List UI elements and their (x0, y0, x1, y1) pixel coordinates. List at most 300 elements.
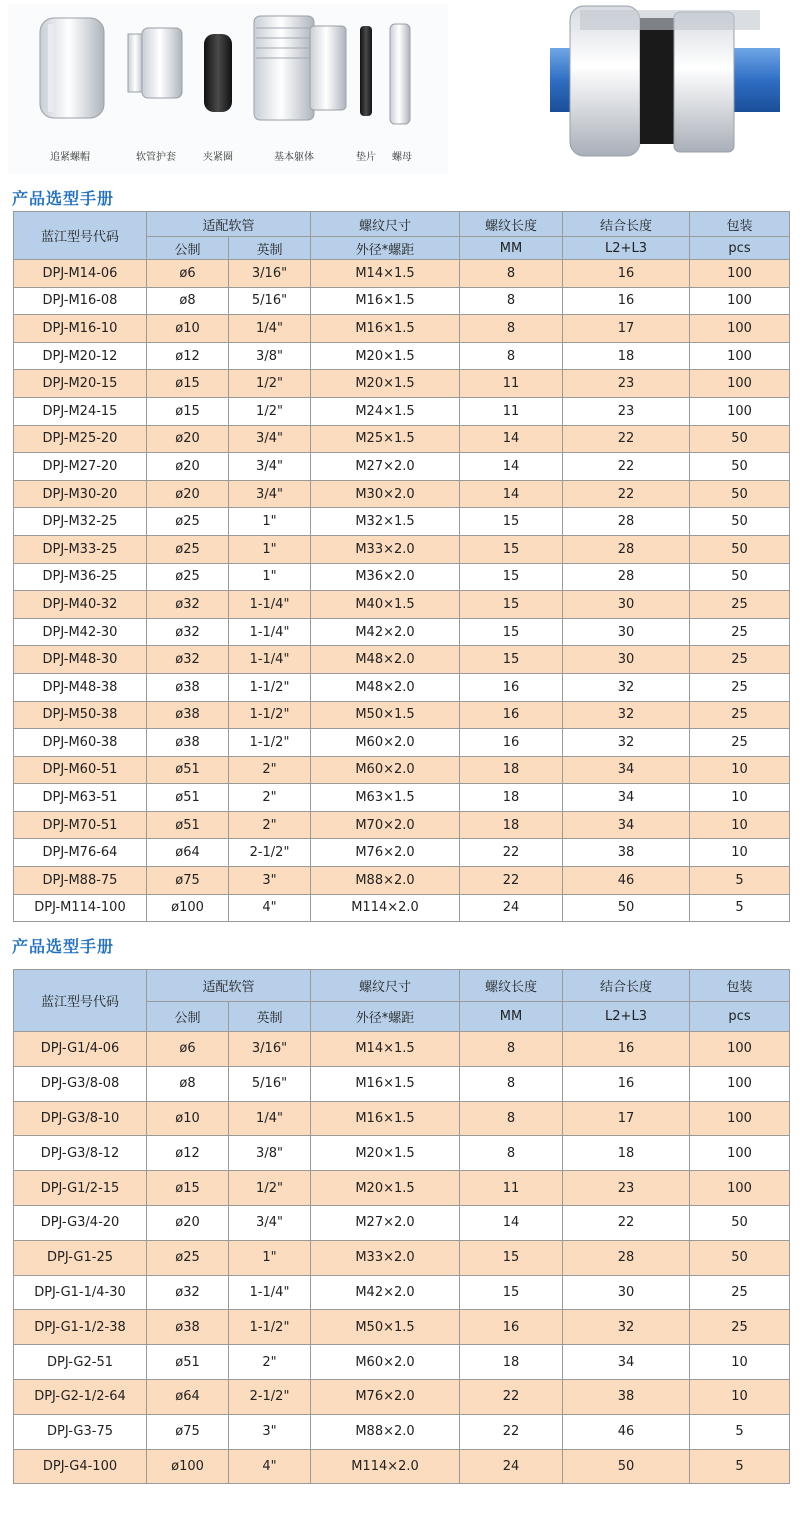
cell-thread: M88×2.0 (311, 1414, 460, 1449)
col-pack: 包装 (690, 970, 790, 1002)
cell-hose-imperial: 1/2" (229, 397, 311, 425)
cell-combined-length: 30 (563, 591, 690, 619)
table-row (14, 1275, 790, 1310)
cell-thread-length: 11 (460, 397, 563, 425)
cell-thread-length: 22 (460, 1379, 563, 1414)
cell-model: DPJ-G1/2-15 (14, 1171, 147, 1206)
cell-thread: M114×2.0 (311, 1449, 460, 1484)
cell-thread: M60×2.0 (311, 756, 460, 784)
table-row (14, 1066, 790, 1101)
cell-hose-imperial: 4" (229, 894, 311, 922)
cell-hose-imperial: 5/16" (229, 1066, 311, 1101)
cell-thread: M48×2.0 (311, 646, 460, 674)
table-row (14, 756, 790, 784)
cell-thread-length: 16 (460, 673, 563, 701)
cell-hose-imperial: 2-1/2" (229, 839, 311, 867)
table-row (14, 1414, 790, 1449)
cell-hose-imperial: 1" (229, 563, 311, 591)
cell-pack: 25 (690, 673, 790, 701)
cell-pack: 25 (690, 1310, 790, 1345)
cell-thread-length: 22 (460, 867, 563, 895)
cell-pack: 50 (690, 425, 790, 453)
cell-model: DPJ-M20-12 (14, 342, 147, 370)
cell-combined-length: 34 (563, 756, 690, 784)
cell-hose-metric: ø25 (147, 508, 229, 536)
cell-pack: 50 (690, 453, 790, 481)
cell-hose-metric: ø100 (147, 894, 229, 922)
col-hose: 适配软管 (147, 970, 311, 1002)
cell-thread-length: 14 (460, 425, 563, 453)
cell-combined-length: 23 (563, 1171, 690, 1206)
col-thread-length-sub: MM (460, 237, 563, 260)
cell-thread-length: 24 (460, 1449, 563, 1484)
cell-pack: 25 (690, 646, 790, 674)
nut-icon (390, 24, 410, 124)
cell-hose-metric: ø38 (147, 729, 229, 757)
table-row (14, 701, 790, 729)
cell-pack: 10 (690, 756, 790, 784)
cell-thread: M25×1.5 (311, 425, 460, 453)
cell-hose-metric: ø8 (147, 287, 229, 315)
cell-thread-length: 15 (460, 618, 563, 646)
cell-thread: M42×2.0 (311, 618, 460, 646)
cell-thread: M60×2.0 (311, 729, 460, 757)
cell-model: DPJ-M16-10 (14, 315, 147, 343)
table-row (14, 646, 790, 674)
cell-combined-length: 30 (563, 618, 690, 646)
cell-hose-metric: ø100 (147, 1449, 229, 1484)
cell-hose-imperial: 1-1/2" (229, 673, 311, 701)
lock-nut-icon (40, 18, 104, 118)
cell-thread-length: 18 (460, 784, 563, 812)
part-label-hose-sleeve: 软管护套 (136, 152, 176, 163)
cell-hose-imperial: 3" (229, 1414, 311, 1449)
cell-hose-metric: ø12 (147, 342, 229, 370)
cell-pack: 5 (690, 867, 790, 895)
cell-hose-metric: ø20 (147, 480, 229, 508)
table-row (14, 1310, 790, 1345)
cell-hose-imperial: 3/16" (229, 260, 311, 288)
cell-thread-length: 8 (460, 342, 563, 370)
cell-thread: M88×2.0 (311, 867, 460, 895)
table-row (14, 1032, 790, 1067)
cell-combined-length: 22 (563, 1205, 690, 1240)
col-pack-sub: pcs (690, 1002, 790, 1032)
cell-hose-imperial: 3" (229, 867, 311, 895)
cell-hose-metric: ø51 (147, 1345, 229, 1380)
cell-thread-length: 8 (460, 1066, 563, 1101)
cell-thread-length: 16 (460, 729, 563, 757)
cell-model: DPJ-M27-20 (14, 453, 147, 481)
cell-hose-imperial: 2" (229, 756, 311, 784)
cell-thread: M60×2.0 (311, 1345, 460, 1380)
cell-hose-metric: ø51 (147, 811, 229, 839)
cell-thread: M16×1.5 (311, 287, 460, 315)
cell-thread-length: 8 (460, 315, 563, 343)
cell-model: DPJ-G3/8-10 (14, 1101, 147, 1136)
cell-combined-length: 38 (563, 1379, 690, 1414)
cell-hose-metric: ø75 (147, 867, 229, 895)
cell-hose-metric: ø38 (147, 673, 229, 701)
cell-thread: M70×2.0 (311, 811, 460, 839)
exploded-parts-view (8, 4, 448, 174)
cell-thread: M14×1.5 (311, 260, 460, 288)
cell-model: DPJ-M63-51 (14, 784, 147, 812)
cell-thread-length: 8 (460, 1101, 563, 1136)
table-row (14, 397, 790, 425)
cell-hose-imperial: 1/4" (229, 315, 311, 343)
cell-model: DPJ-G3/8-12 (14, 1136, 147, 1171)
col-hose-metric: 公制 (147, 237, 229, 260)
cell-thread: M114×2.0 (311, 894, 460, 922)
part-label-fitting-body: 基本躯体 (274, 152, 314, 163)
table-row (14, 1240, 790, 1275)
table-row (14, 591, 790, 619)
col-combined-length: 结合长度 (563, 212, 690, 237)
table-row (14, 1101, 790, 1136)
cell-thread: M27×2.0 (311, 1205, 460, 1240)
cell-thread-length: 15 (460, 508, 563, 536)
cell-model: DPJ-M42-30 (14, 618, 147, 646)
cell-hose-metric: ø32 (147, 1275, 229, 1310)
cell-model: DPJ-G1/4-06 (14, 1032, 147, 1067)
cell-pack: 25 (690, 1275, 790, 1310)
cell-pack: 25 (690, 729, 790, 757)
cell-hose-imperial: 1/2" (229, 1171, 311, 1206)
cell-thread: M50×1.5 (311, 1310, 460, 1345)
col-thread-length: 螺纹长度 (460, 970, 563, 1002)
table-row (14, 453, 790, 481)
assembly-ring-icon (640, 18, 674, 144)
col-combined-length-sub: L2+L3 (563, 237, 690, 260)
cell-thread: M63×1.5 (311, 784, 460, 812)
cell-hose-imperial: 1-1/4" (229, 1275, 311, 1310)
table-row (14, 673, 790, 701)
cell-hose-metric: ø64 (147, 839, 229, 867)
cell-hose-metric: ø51 (147, 784, 229, 812)
cell-thread-length: 15 (460, 535, 563, 563)
cell-pack: 10 (690, 839, 790, 867)
product-hero (0, 0, 800, 178)
cell-model: DPJ-M60-51 (14, 756, 147, 784)
cell-thread-length: 22 (460, 1414, 563, 1449)
table-row (14, 425, 790, 453)
cell-model: DPJ-M70-51 (14, 811, 147, 839)
cell-hose-metric: ø25 (147, 535, 229, 563)
col-combined-length: 结合长度 (563, 970, 690, 1002)
cell-thread-length: 14 (460, 453, 563, 481)
cell-combined-length: 23 (563, 397, 690, 425)
cell-hose-imperial: 3/8" (229, 342, 311, 370)
col-thread: 螺纹尺寸 (311, 970, 460, 1002)
cell-thread-length: 24 (460, 894, 563, 922)
cell-model: DPJ-M48-38 (14, 673, 147, 701)
cell-thread-length: 16 (460, 701, 563, 729)
table-row (14, 480, 790, 508)
exploded-parts-illustration (8, 4, 448, 144)
cell-model: DPJ-M16-08 (14, 287, 147, 315)
cell-hose-metric: ø32 (147, 646, 229, 674)
cell-hose-metric: ø32 (147, 618, 229, 646)
cell-hose-metric: ø10 (147, 1101, 229, 1136)
cell-combined-length: 23 (563, 370, 690, 398)
cell-hose-imperial: 1-1/4" (229, 618, 311, 646)
cell-combined-length: 18 (563, 342, 690, 370)
cell-combined-length: 32 (563, 673, 690, 701)
cell-hose-metric: ø38 (147, 1310, 229, 1345)
cell-combined-length: 18 (563, 1136, 690, 1171)
cell-pack: 50 (690, 1205, 790, 1240)
cell-thread-length: 11 (460, 1171, 563, 1206)
cell-thread-length: 15 (460, 591, 563, 619)
cell-hose-metric: ø51 (147, 756, 229, 784)
cell-model: DPJ-G1-1/4-30 (14, 1275, 147, 1310)
cell-thread-length: 15 (460, 1240, 563, 1275)
table-row (14, 535, 790, 563)
cell-hose-imperial: 1-1/4" (229, 591, 311, 619)
cell-pack: 5 (690, 1414, 790, 1449)
cell-hose-imperial: 1-1/2" (229, 701, 311, 729)
cell-pack: 5 (690, 1449, 790, 1484)
cell-combined-length: 32 (563, 729, 690, 757)
col-pack: 包装 (690, 212, 790, 237)
cell-combined-length: 30 (563, 646, 690, 674)
cell-combined-length: 28 (563, 508, 690, 536)
cell-model: DPJ-G3/4-20 (14, 1205, 147, 1240)
cell-hose-imperial: 1" (229, 1240, 311, 1275)
cell-pack: 50 (690, 535, 790, 563)
cell-combined-length: 16 (563, 287, 690, 315)
cell-thread-length: 18 (460, 756, 563, 784)
cell-hose-metric: ø32 (147, 591, 229, 619)
cell-hose-metric: ø15 (147, 397, 229, 425)
cell-hose-metric: ø20 (147, 425, 229, 453)
table-row (14, 1379, 790, 1414)
cell-thread-length: 15 (460, 646, 563, 674)
cell-model: DPJ-M36-25 (14, 563, 147, 591)
assembly-illustration (530, 4, 780, 174)
table-row (14, 1345, 790, 1380)
cell-model: DPJ-G2-51 (14, 1345, 147, 1380)
cell-hose-imperial: 2" (229, 811, 311, 839)
cell-thread-length: 16 (460, 1310, 563, 1345)
table-row (14, 1136, 790, 1171)
cell-thread-length: 14 (460, 1205, 563, 1240)
cell-hose-metric: ø25 (147, 563, 229, 591)
col-thread-sub: 外径*螺距 (311, 1002, 460, 1032)
part-label-lock-nut: 追紧螺帽 (50, 152, 90, 163)
cell-thread-length: 8 (460, 1136, 563, 1171)
table-header-row (14, 970, 790, 1002)
cell-hose-metric: ø10 (147, 315, 229, 343)
table-row (14, 894, 790, 922)
cell-thread-length: 15 (460, 1275, 563, 1310)
clamp-ring-icon (204, 34, 232, 112)
cell-thread: M76×2.0 (311, 1379, 460, 1414)
cell-pack: 100 (690, 1032, 790, 1067)
col-hose-imperial: 英制 (229, 1002, 311, 1032)
cell-pack: 100 (690, 397, 790, 425)
table-row (14, 315, 790, 343)
table-row (14, 618, 790, 646)
table-row (14, 508, 790, 536)
cell-model: DPJ-M30-20 (14, 480, 147, 508)
cell-combined-length: 46 (563, 867, 690, 895)
fitting-body-icon (254, 16, 346, 120)
cell-hose-imperial: 3/8" (229, 1136, 311, 1171)
cell-hose-imperial: 1/2" (229, 370, 311, 398)
cell-hose-imperial: 3/4" (229, 453, 311, 481)
cell-combined-length: 32 (563, 701, 690, 729)
gasket-icon (360, 26, 372, 116)
spec-table-g-thread (13, 969, 790, 1484)
cell-model: DPJ-G1-1/2-38 (14, 1310, 147, 1345)
col-pack-sub: pcs (690, 237, 790, 260)
cell-hose-metric: ø75 (147, 1414, 229, 1449)
cell-pack: 25 (690, 701, 790, 729)
cell-hose-metric: ø64 (147, 1379, 229, 1414)
cell-hose-imperial: 2-1/2" (229, 1379, 311, 1414)
cell-combined-length: 22 (563, 425, 690, 453)
cell-thread: M20×1.5 (311, 1171, 460, 1206)
table-row (14, 342, 790, 370)
cell-thread: M27×2.0 (311, 453, 460, 481)
cell-model: DPJ-M60-38 (14, 729, 147, 757)
table-row (14, 370, 790, 398)
cell-combined-length: 50 (563, 1449, 690, 1484)
cell-combined-length: 16 (563, 1066, 690, 1101)
cell-thread: M42×2.0 (311, 1275, 460, 1310)
cell-thread: M20×1.5 (311, 1136, 460, 1171)
cell-pack: 100 (690, 1171, 790, 1206)
cell-thread: M16×1.5 (311, 1101, 460, 1136)
cell-thread: M50×1.5 (311, 701, 460, 729)
hose-sleeve-icon (128, 28, 182, 98)
cell-hose-imperial: 1" (229, 508, 311, 536)
cell-thread-length: 18 (460, 1345, 563, 1380)
assembly-view (530, 4, 780, 174)
cell-model: DPJ-M114-100 (14, 894, 147, 922)
col-hose: 适配软管 (147, 212, 311, 237)
section-title-metric: 产品选型手册 (12, 189, 115, 208)
assembly-body-icon (674, 12, 734, 152)
cell-model: DPJ-M40-32 (14, 591, 147, 619)
cell-model: DPJ-M14-06 (14, 260, 147, 288)
cell-combined-length: 28 (563, 1240, 690, 1275)
cell-thread-length: 14 (460, 480, 563, 508)
cell-thread: M33×2.0 (311, 1240, 460, 1275)
cell-combined-length: 30 (563, 1275, 690, 1310)
cell-hose-metric: ø25 (147, 1240, 229, 1275)
cell-thread-length: 11 (460, 370, 563, 398)
cell-model: DPJ-M48-30 (14, 646, 147, 674)
cell-thread: M16×1.5 (311, 1066, 460, 1101)
cell-model: DPJ-M20-15 (14, 370, 147, 398)
cell-pack: 10 (690, 811, 790, 839)
cell-thread: M40×1.5 (311, 591, 460, 619)
cell-hose-imperial: 2" (229, 784, 311, 812)
cell-hose-metric: ø20 (147, 1205, 229, 1240)
cell-hose-imperial: 3/4" (229, 425, 311, 453)
cell-thread: M48×2.0 (311, 673, 460, 701)
table-row (14, 1205, 790, 1240)
cell-hose-imperial: 1-1/4" (229, 646, 311, 674)
cell-thread: M20×1.5 (311, 370, 460, 398)
col-hose-metric: 公制 (147, 1002, 229, 1032)
cell-thread: M14×1.5 (311, 1032, 460, 1067)
cell-pack: 100 (690, 260, 790, 288)
cell-combined-length: 50 (563, 894, 690, 922)
table-row (14, 867, 790, 895)
cell-model: DPJ-G4-100 (14, 1449, 147, 1484)
cell-thread-length: 15 (460, 563, 563, 591)
cell-model: DPJ-M24-15 (14, 397, 147, 425)
cell-thread: M76×2.0 (311, 839, 460, 867)
cell-hose-imperial: 3/16" (229, 1032, 311, 1067)
cell-pack: 50 (690, 1240, 790, 1275)
cell-hose-imperial: 1/4" (229, 1101, 311, 1136)
part-label-nut: 螺母 (392, 152, 412, 163)
cell-pack: 5 (690, 894, 790, 922)
col-thread-length-sub: MM (460, 1002, 563, 1032)
cell-pack: 100 (690, 342, 790, 370)
col-thread-length: 螺纹长度 (460, 212, 563, 237)
cell-hose-metric: ø12 (147, 1136, 229, 1171)
cell-combined-length: 34 (563, 784, 690, 812)
section-title-g-thread: 产品选型手册 (12, 937, 115, 956)
cell-model: DPJ-G3-75 (14, 1414, 147, 1449)
cell-pack: 10 (690, 1345, 790, 1380)
table-header-row (14, 212, 790, 237)
cell-thread: M20×1.5 (311, 342, 460, 370)
cell-combined-length: 16 (563, 1032, 690, 1067)
cell-combined-length: 28 (563, 563, 690, 591)
cell-hose-imperial: 3/4" (229, 480, 311, 508)
part-label-clamp-ring: 夹紧圈 (203, 152, 233, 163)
cell-thread-length: 8 (460, 260, 563, 288)
cell-model: DPJ-M32-25 (14, 508, 147, 536)
col-model: 蓝江型号代码 (14, 970, 147, 1032)
cell-thread: M33×2.0 (311, 535, 460, 563)
cell-model: DPJ-G3/8-08 (14, 1066, 147, 1101)
cutaway-thread-icon (580, 10, 760, 30)
table-row (14, 260, 790, 288)
cell-model: DPJ-G2-1/2-64 (14, 1379, 147, 1414)
cell-hose-imperial: 1" (229, 535, 311, 563)
cell-thread: M16×1.5 (311, 315, 460, 343)
cell-thread: M32×1.5 (311, 508, 460, 536)
cell-pack: 100 (690, 370, 790, 398)
table-row (14, 784, 790, 812)
cell-combined-length: 34 (563, 1345, 690, 1380)
cell-combined-length: 34 (563, 811, 690, 839)
cell-thread: M30×2.0 (311, 480, 460, 508)
cell-pack: 100 (690, 1101, 790, 1136)
cell-combined-length: 22 (563, 453, 690, 481)
col-thread: 螺纹尺寸 (311, 212, 460, 237)
cell-thread-length: 18 (460, 811, 563, 839)
cell-thread-length: 22 (460, 839, 563, 867)
cell-thread: M36×2.0 (311, 563, 460, 591)
table-row (14, 287, 790, 315)
cell-pack: 10 (690, 784, 790, 812)
cell-model: DPJ-G1-25 (14, 1240, 147, 1275)
cell-hose-metric: ø8 (147, 1066, 229, 1101)
cell-combined-length: 17 (563, 315, 690, 343)
cell-combined-length: 38 (563, 839, 690, 867)
cell-combined-length: 46 (563, 1414, 690, 1449)
cell-combined-length: 28 (563, 535, 690, 563)
